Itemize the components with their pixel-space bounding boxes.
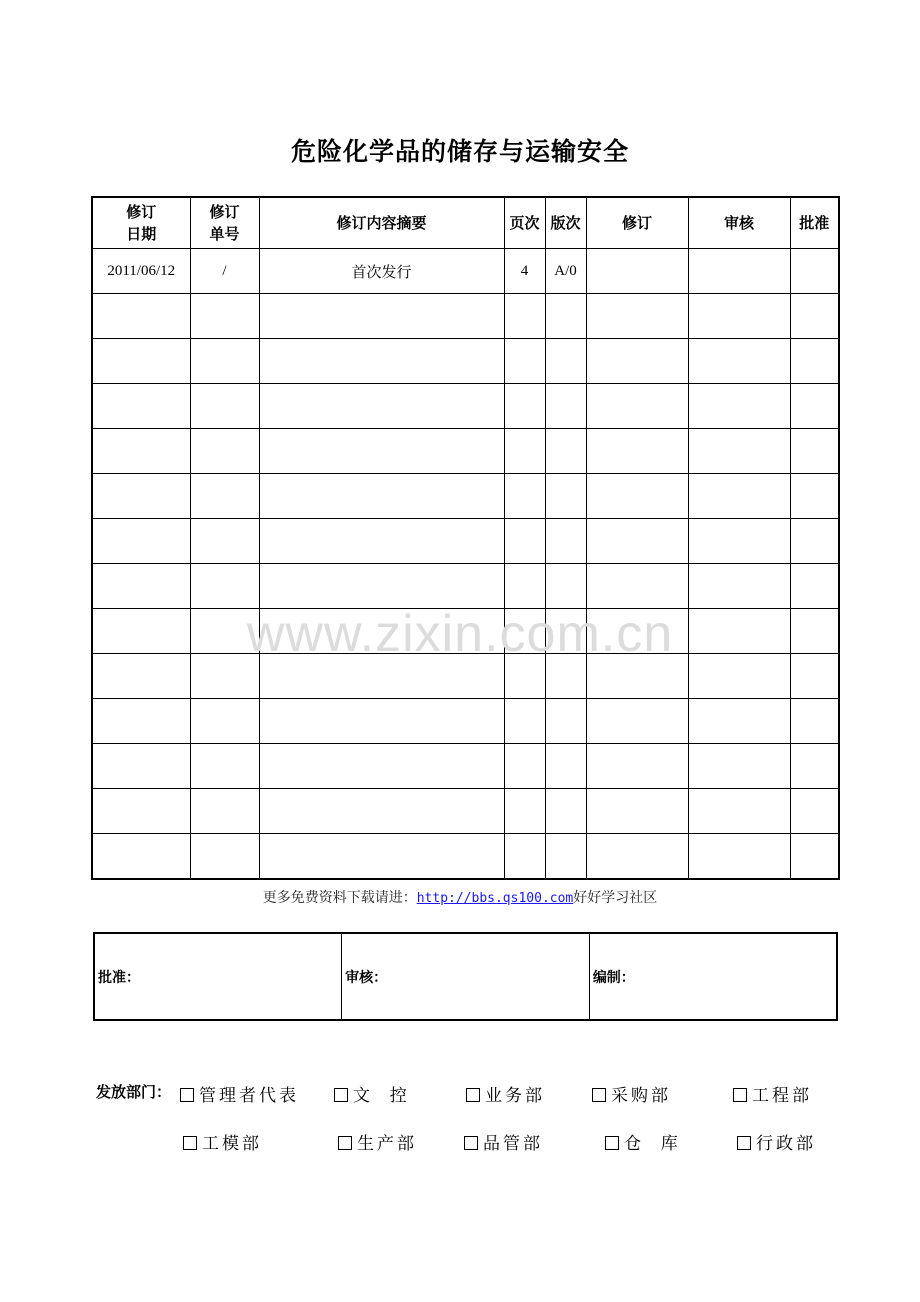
table-cell[interactable] bbox=[586, 339, 688, 384]
distribution-option[interactable] bbox=[338, 1129, 417, 1154]
table-cell[interactable] bbox=[190, 474, 259, 519]
table-cell[interactable] bbox=[259, 789, 504, 834]
header-cell: 版次 bbox=[545, 197, 586, 249]
table-row bbox=[92, 339, 839, 384]
table-cell[interactable] bbox=[586, 294, 688, 339]
table-cell[interactable] bbox=[545, 339, 586, 384]
watermark: www.zixin.com.cn bbox=[246, 605, 674, 663]
table-cell[interactable] bbox=[790, 609, 839, 654]
revision-table-header bbox=[92, 197, 839, 249]
table-cell[interactable] bbox=[586, 429, 688, 474]
distribution-option[interactable] bbox=[592, 1081, 671, 1106]
table-row bbox=[92, 564, 839, 609]
table-cell[interactable] bbox=[545, 474, 586, 519]
table-cell[interactable] bbox=[504, 609, 545, 654]
checkbox[interactable] bbox=[592, 1088, 606, 1102]
distribution-option[interactable] bbox=[737, 1129, 816, 1154]
table-cell[interactable] bbox=[688, 609, 790, 654]
table-cell[interactable] bbox=[688, 474, 790, 519]
download-note-suffix: 好好学习社区 bbox=[573, 890, 658, 906]
table-cell[interactable]: 2011/06/12 bbox=[92, 249, 190, 294]
table-cell[interactable] bbox=[545, 744, 586, 789]
table-cell[interactable] bbox=[259, 744, 504, 789]
distribution-option-label: 业务部 bbox=[485, 1086, 545, 1106]
table-cell[interactable] bbox=[190, 699, 259, 744]
table-cell[interactable] bbox=[688, 384, 790, 429]
table-cell[interactable] bbox=[790, 339, 839, 384]
table-cell[interactable] bbox=[586, 519, 688, 564]
table-cell[interactable] bbox=[504, 564, 545, 609]
table-cell[interactable] bbox=[545, 654, 586, 699]
approve-cell[interactable]: 批准： bbox=[94, 933, 342, 1020]
table-cell[interactable] bbox=[92, 699, 190, 744]
table-cell[interactable] bbox=[259, 519, 504, 564]
table-cell[interactable] bbox=[688, 519, 790, 564]
table-cell[interactable] bbox=[545, 519, 586, 564]
table-cell[interactable] bbox=[688, 249, 790, 294]
checkbox[interactable] bbox=[737, 1136, 751, 1150]
table-cell[interactable] bbox=[190, 834, 259, 880]
table-cell[interactable] bbox=[545, 789, 586, 834]
document-title: 危险化学品的储存与运输安全 bbox=[290, 137, 629, 166]
table-cell[interactable] bbox=[790, 474, 839, 519]
table-row bbox=[92, 744, 839, 789]
review-cell[interactable]: 审核： bbox=[342, 933, 590, 1020]
checkbox[interactable] bbox=[464, 1136, 478, 1150]
distribution-option[interactable] bbox=[733, 1081, 812, 1106]
table-cell[interactable] bbox=[790, 384, 839, 429]
table-cell[interactable] bbox=[259, 429, 504, 474]
distribution-option-label: 行政部 bbox=[756, 1134, 816, 1154]
table-cell[interactable] bbox=[92, 384, 190, 429]
table-cell[interactable] bbox=[504, 789, 545, 834]
table-cell[interactable] bbox=[92, 609, 190, 654]
table-cell[interactable] bbox=[190, 339, 259, 384]
distribution-option[interactable] bbox=[183, 1129, 262, 1154]
checkbox[interactable] bbox=[183, 1136, 197, 1150]
table-cell[interactable] bbox=[790, 699, 839, 744]
table-cell[interactable] bbox=[259, 654, 504, 699]
table-cell[interactable] bbox=[586, 789, 688, 834]
table-cell[interactable] bbox=[259, 699, 504, 744]
table-cell[interactable] bbox=[586, 474, 688, 519]
distribution-option-label: 仓 库 bbox=[624, 1134, 681, 1154]
download-note bbox=[0, 887, 920, 907]
table-cell[interactable] bbox=[586, 834, 688, 880]
table-cell[interactable] bbox=[586, 744, 688, 789]
download-link[interactable]: http://bbs.qs100.com bbox=[416, 891, 574, 906]
distribution-option-label: 生产部 bbox=[357, 1134, 417, 1154]
distribution-option-label: 文 控 bbox=[353, 1086, 410, 1106]
table-cell[interactable] bbox=[586, 654, 688, 699]
table-cell[interactable] bbox=[504, 339, 545, 384]
table-row bbox=[92, 834, 839, 880]
distribution-option[interactable] bbox=[605, 1129, 681, 1154]
table-cell[interactable] bbox=[586, 609, 688, 654]
distribution-option[interactable] bbox=[334, 1081, 410, 1106]
table-cell[interactable] bbox=[259, 339, 504, 384]
table-cell[interactable] bbox=[688, 564, 790, 609]
header-cell: 修订内容摘要 bbox=[259, 197, 504, 249]
table-row bbox=[92, 654, 839, 699]
table-cell[interactable] bbox=[790, 834, 839, 880]
table-cell[interactable] bbox=[259, 609, 504, 654]
table-cell[interactable] bbox=[92, 474, 190, 519]
table-cell[interactable] bbox=[190, 654, 259, 699]
table-cell[interactable] bbox=[259, 834, 504, 880]
revision-table bbox=[91, 196, 840, 880]
table-cell[interactable] bbox=[190, 294, 259, 339]
table-row bbox=[92, 789, 839, 834]
distribution-option[interactable] bbox=[466, 1081, 545, 1106]
table-cell[interactable] bbox=[545, 609, 586, 654]
table-cell[interactable] bbox=[688, 339, 790, 384]
header-cell: 批准 bbox=[790, 197, 839, 249]
table-cell[interactable] bbox=[586, 384, 688, 429]
table-row bbox=[92, 249, 839, 294]
table-cell[interactable] bbox=[504, 654, 545, 699]
download-note-prefix: 更多免费资料下载请进： bbox=[262, 890, 417, 906]
table-cell[interactable] bbox=[688, 834, 790, 880]
table-cell[interactable] bbox=[504, 744, 545, 789]
table-row bbox=[92, 429, 839, 474]
table-cell[interactable] bbox=[92, 654, 190, 699]
table-cell[interactable] bbox=[92, 519, 190, 564]
table-cell[interactable] bbox=[790, 429, 839, 474]
table-cell[interactable] bbox=[545, 384, 586, 429]
distribution-option-label: 采购部 bbox=[611, 1086, 671, 1106]
table-cell[interactable] bbox=[586, 564, 688, 609]
checkbox[interactable] bbox=[466, 1088, 480, 1102]
table-cell[interactable] bbox=[504, 294, 545, 339]
table-cell[interactable] bbox=[688, 294, 790, 339]
table-cell[interactable] bbox=[92, 429, 190, 474]
table-cell[interactable] bbox=[790, 654, 839, 699]
table-cell[interactable] bbox=[259, 384, 504, 429]
table-cell[interactable] bbox=[688, 699, 790, 744]
table-cell[interactable] bbox=[545, 834, 586, 880]
table-row bbox=[92, 294, 839, 339]
table-row bbox=[92, 384, 839, 429]
table-cell[interactable] bbox=[545, 699, 586, 744]
table-cell[interactable] bbox=[92, 339, 190, 384]
table-cell[interactable] bbox=[259, 474, 504, 519]
table-cell[interactable] bbox=[92, 294, 190, 339]
distribution-row-1 bbox=[96, 1081, 171, 1102]
checkbox[interactable] bbox=[334, 1088, 348, 1102]
table-cell[interactable] bbox=[92, 564, 190, 609]
table-cell[interactable] bbox=[790, 564, 839, 609]
distribution-label: 发放部门： bbox=[96, 1083, 172, 1101]
distribution-option-label: 品管部 bbox=[483, 1134, 543, 1154]
table-cell[interactable] bbox=[790, 519, 839, 564]
table-cell[interactable] bbox=[688, 429, 790, 474]
table-cell[interactable] bbox=[92, 744, 190, 789]
table-cell[interactable]: / bbox=[190, 249, 259, 294]
header-cell: 页次 bbox=[504, 197, 545, 249]
header-cell: 审核 bbox=[688, 197, 790, 249]
table-row bbox=[92, 609, 839, 654]
table-cell[interactable] bbox=[586, 249, 688, 294]
checkbox[interactable] bbox=[733, 1088, 747, 1102]
distribution-option-label: 工模部 bbox=[202, 1134, 262, 1154]
table-cell[interactable] bbox=[688, 654, 790, 699]
table-cell[interactable]: A/0 bbox=[545, 249, 586, 294]
distribution-option-label: 工程部 bbox=[752, 1086, 812, 1106]
table-cell[interactable] bbox=[790, 744, 839, 789]
distribution-option-label: 管理者代表 bbox=[199, 1086, 299, 1106]
table-cell[interactable] bbox=[190, 429, 259, 474]
table-cell[interactable] bbox=[504, 384, 545, 429]
table-cell[interactable] bbox=[504, 834, 545, 880]
table-cell[interactable] bbox=[504, 474, 545, 519]
table-cell[interactable]: 4 bbox=[504, 249, 545, 294]
table-cell[interactable] bbox=[190, 384, 259, 429]
table-cell[interactable] bbox=[688, 744, 790, 789]
table-cell[interactable] bbox=[190, 789, 259, 834]
table-cell[interactable] bbox=[504, 699, 545, 744]
table-cell[interactable] bbox=[790, 789, 839, 834]
table-cell[interactable] bbox=[545, 294, 586, 339]
signature-table bbox=[93, 932, 838, 1021]
table-cell[interactable]: 首次发行 bbox=[259, 249, 504, 294]
header-cell: 修订 bbox=[586, 197, 688, 249]
table-cell[interactable] bbox=[190, 744, 259, 789]
table-cell[interactable] bbox=[790, 294, 839, 339]
table-cell[interactable] bbox=[688, 789, 790, 834]
table-cell[interactable] bbox=[504, 429, 545, 474]
table-cell[interactable] bbox=[504, 519, 545, 564]
table-cell[interactable] bbox=[92, 834, 190, 880]
table-cell[interactable] bbox=[545, 564, 586, 609]
distribution-option[interactable] bbox=[180, 1081, 299, 1106]
table-cell[interactable] bbox=[190, 609, 259, 654]
table-cell[interactable] bbox=[586, 699, 688, 744]
table-row bbox=[92, 699, 839, 744]
header-cell: 修订 日期 bbox=[92, 197, 190, 249]
header-cell: 修订 单号 bbox=[190, 197, 259, 249]
table-cell[interactable] bbox=[259, 564, 504, 609]
table-cell[interactable] bbox=[545, 429, 586, 474]
distribution-option[interactable] bbox=[464, 1129, 543, 1154]
checkbox[interactable] bbox=[180, 1088, 194, 1102]
checkbox[interactable] bbox=[605, 1136, 619, 1150]
table-cell[interactable] bbox=[190, 519, 259, 564]
table-cell[interactable] bbox=[92, 789, 190, 834]
table-cell[interactable] bbox=[259, 294, 504, 339]
table-row bbox=[92, 474, 839, 519]
table-cell[interactable] bbox=[190, 564, 259, 609]
compile-cell[interactable]: 编制： bbox=[589, 933, 837, 1020]
table-row bbox=[92, 519, 839, 564]
checkbox[interactable] bbox=[338, 1136, 352, 1150]
table-cell[interactable] bbox=[790, 249, 839, 294]
